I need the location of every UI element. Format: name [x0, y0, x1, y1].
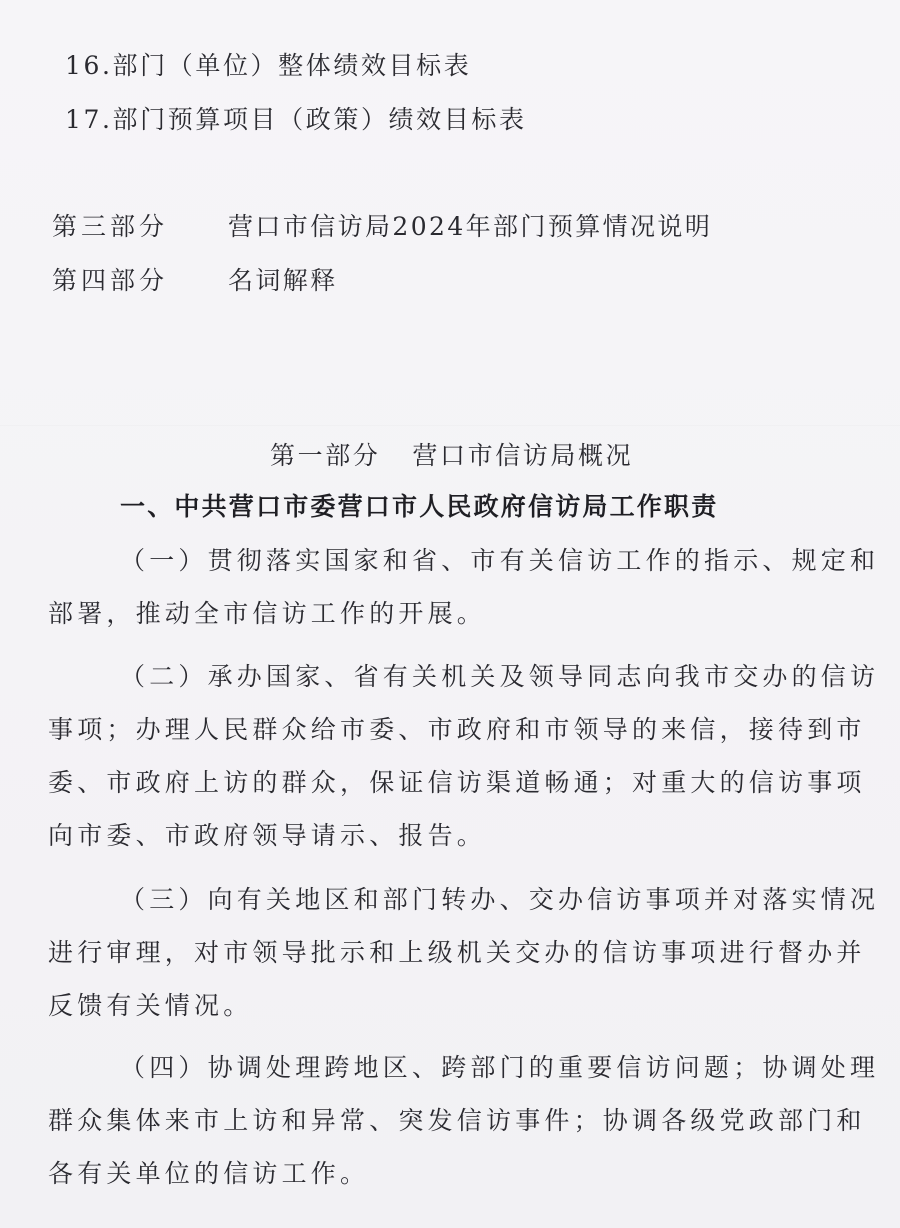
paragraph-line: 反馈有关情况。: [48, 991, 253, 1020]
paragraph-line: 群众集体来市上访和异常、突发信访事件；协调各级党政部门和: [48, 1106, 866, 1135]
part-three-text: 营口市信访局2024年部门预算情况说明: [228, 212, 713, 241]
toc-item: 16.部门（单位）整体绩效目标表: [65, 51, 472, 80]
paragraph-line: 委、市政府上访的群众，保证信访渠道畅通；对重大的信访事项: [48, 768, 866, 797]
paragraph-1: [48, 534, 880, 640]
paragraph-2: [48, 650, 880, 862]
part-four-text: 名词解释: [228, 266, 338, 295]
paragraph-line: 向市委、市政府领导请示、报告。: [48, 821, 487, 850]
paragraph-line: 部署，推动全市信访工作的开展。: [48, 599, 487, 628]
paragraph-line: （一）贯彻落实国家和省、市有关信访工作的指示、规定和: [120, 546, 880, 575]
paper-crease: [0, 425, 900, 426]
paragraph-line: （三）向有关地区和部门转办、交办信访事项并对落实情况: [120, 885, 880, 914]
paragraph-3: [48, 873, 880, 1032]
paragraph-line: （四）协调处理跨地区、跨部门的重要信访问题；协调处理: [120, 1053, 880, 1082]
paragraph-4: [48, 1041, 880, 1200]
paragraph-line: 各有关单位的信访工作。: [48, 1159, 370, 1188]
part-one-heading: [270, 440, 633, 472]
part-one-title: 营口市信访局概况: [412, 441, 634, 470]
part-four-label: 第四部分: [52, 266, 169, 295]
paragraph-line: 进行审理，对市领导批示和上级机关交办的信访事项进行督办并: [48, 938, 866, 967]
part-three-label: 第三部分: [52, 212, 169, 241]
toc-item: 17.部门预算项目（政策）绩效目标表: [65, 105, 527, 134]
section-heading: 一、中共营口市委营口市人民政府信访局工作职责: [120, 492, 719, 521]
paragraph-line: 事项；办理人民群众给市委、市政府和市领导的来信，接待到市: [48, 715, 866, 744]
paragraph-line: （二）承办国家、省有关机关及领导同志向我市交办的信访: [120, 662, 880, 691]
part-one-label: 第一部分: [270, 441, 381, 470]
